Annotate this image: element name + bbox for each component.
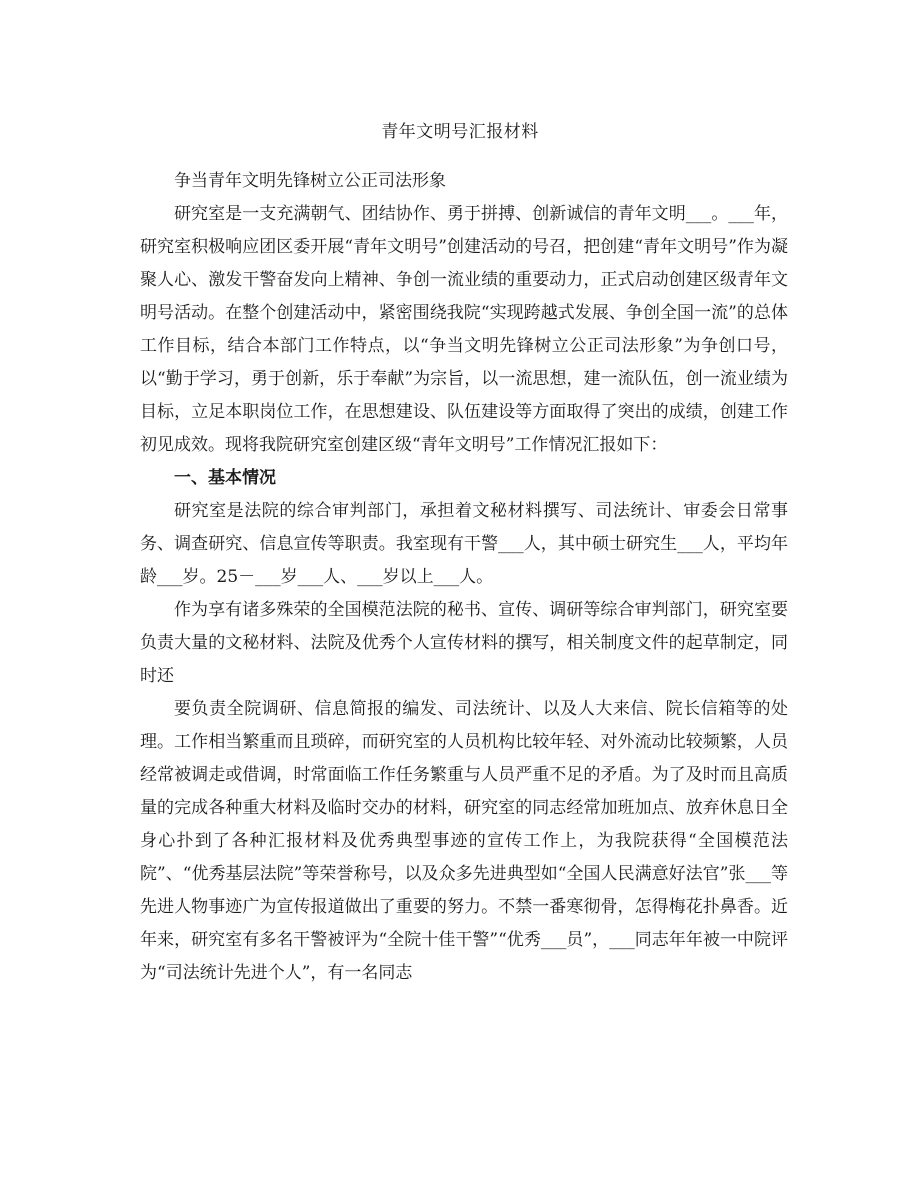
section-paragraph: 要负责全院调研、信息简报的编发、司法统计、以及人大来信、院长信箱等的处理。工作相当繁重而且琐碎，而研究室的人员机构比较年轻、对外流动比较频繁，人员经常被调走或借调，时常面临工作任务繁重与人员严重不足的矛盾。为了及时而且高质量的完成各种重大材料及临时交办的材料，研究室的同志经常加班加点、放弃休息日全身心扑到了各种汇报材料及优秀典型事迹的宣传工作上，为我院获得“全国模范法院”、“优秀基层法院”等荣誉称号，以及众多先进典型如“全国人民满意好法官”张___等先进人物事迹广为宣传报道做出了重要的努力。不禁一番寒彻骨，怎得梅花扑鼻香。近年来，研究室有多名干警被评为“全院十佳干警”“优秀___员”，___同志年年被一中院评为“司法统计先进个人”，有一名同志 [140,699,788,983]
document-title: 青年文明号汇报材料 [381,122,539,142]
intro-paragraph: 研究室是一支充满朝气、团结协作、勇于拼搏、创新诚信的青年文明___。___年，研究室积极响应团区委开展“青年文明号”创建活动的号召，把创建“青年文明号”作为凝聚人心、激发干警奋发向上精神、争创一流业绩的重要动力，正式启动创建区级青年文明号活动。在整个创建活动中，紧密围绕我院“实现跨越式发展、争创全国一流”的总体工作目标，结合本部门工作特点，以“争当文明先锋树立公正司法形象”为争创口号，以“勤于学习，勇于创新，乐于奉献”为宗旨，以一流思想，建一流队伍，创一流业绩为目标，立足本职岗位工作，在思想建设、队伍建设等方面取得了突出的成绩，创建工作初见成效。现将我院研究室创建区级“青年文明号”工作情况汇报如下： [140,204,788,455]
document-subtitle: 争当青年文明先锋树立公正司法形象 [174,171,446,191]
document-body [140,165,788,990]
section-paragraph: 研究室是法院的综合审判部门，承担着文秘材料撰写、司法统计、审委会日常事务、调查研究、信息宣传等职责。我室现有干警___人，其中硕士研究生___人，平均年龄___岁。25－___岁___人、___岁以上___人。 [140,501,788,587]
section-heading: 一、基本情况 [174,468,276,488]
section-paragraph: 作为享有诸多殊荣的全国模范法院的秘书、宣传、调研等综合审判部门，研究室要负责大量的文秘材料、法院及优秀个人宣传材料的撰写，相关制度文件的起草制定，同时还 [140,600,788,686]
